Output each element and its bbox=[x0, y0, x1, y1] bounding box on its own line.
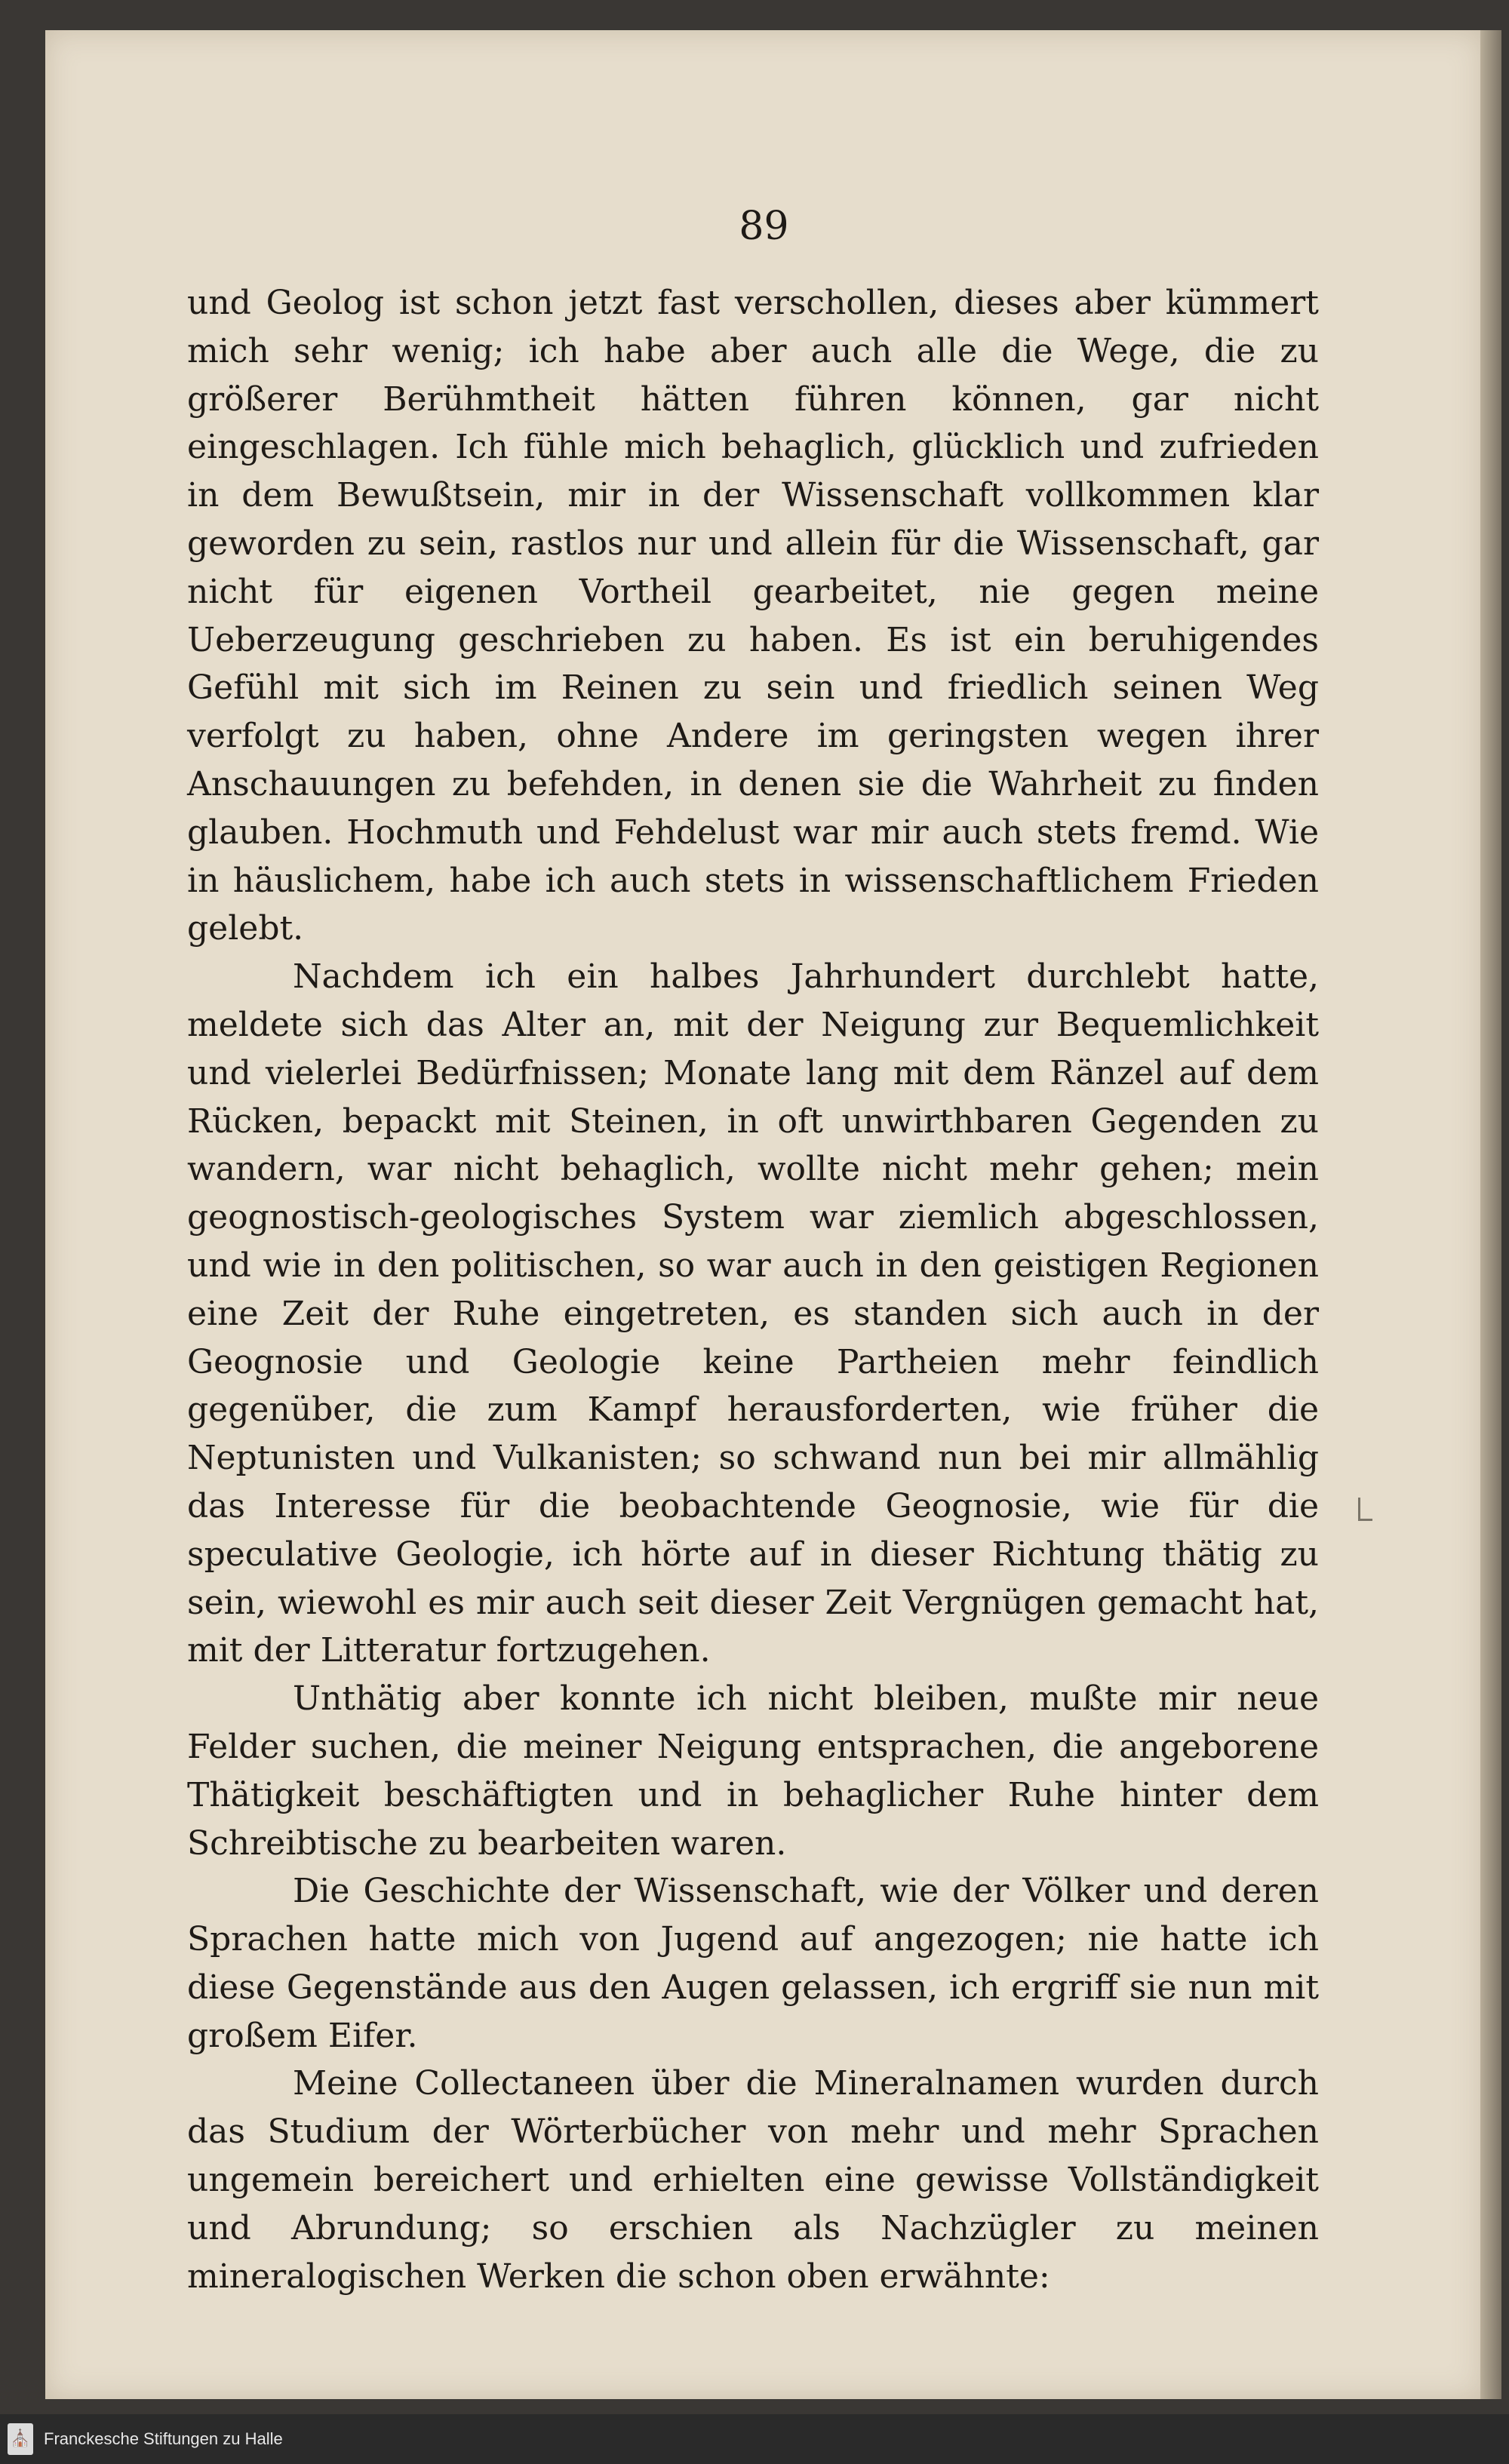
book-page bbox=[45, 30, 1483, 2399]
library-seal-icon: ⛪ bbox=[8, 2423, 33, 2455]
paragraph-3: Unthätig aber konnte ich nicht bleiben, mußte mir neue Felder suchen, die meiner Neigung entsprachen, die angeborene Thätigkeit beschäftigten und in behaglicher Ruhe hinter dem Schreibtische zu bearbeiten waren. bbox=[187, 1679, 1319, 1863]
paragraph-4: Die Geschichte der Wissenschaft, wie der Völker und deren Sprachen hatte mich von Jugend auf angezogen; nie hatte ich diese Gegenstände aus den Augen gelassen, ich ergriff sie nun mit großem Eifer. bbox=[187, 1872, 1319, 2055]
margin-pencil-mark bbox=[1358, 1498, 1372, 1521]
footer-credit: Franckesche Stiftungen zu Halle bbox=[44, 2429, 283, 2448]
page-edge bbox=[1480, 30, 1501, 2399]
paragraph-1: und Geolog ist schon jetzt fast verschollen, dieses aber kümmert mich sehr wenig; ich habe aber auch alle die Wege, die zu größerer Berühmtheit hätten führen können, gar nicht eingeschlagen. Ich fühle mich behaglich, glücklich und zufrieden in dem Bewußtsein, mir in der Wissenschaft vollkommen klar geworden zu sein, rastlos nur und allein für die Wissenschaft, gar nicht für eigenen Vortheil gearbeitet, nie gegen meine Ueberzeugung geschrieben zu haben. Es ist ein beruhigendes Gefühl mit sich im Reinen zu sein und friedlich seinen Weg verfolgt zu haben, ohne Andere im geringsten wegen ihrer Anschauungen zu befehden, in denen sie die Wahrheit zu finden glauben. Hochmuth und Fehdelust war mir auch stets fremd. Wie in häuslichem, habe ich auch stets in wissenschaftlichem Frieden gelebt. bbox=[187, 284, 1319, 948]
paragraph-5: Meine Collectaneen über die Mineralnamen wurden durch das Studium der Wörterbücher von mehr und mehr Sprachen ungemein bereichert und erhielten eine gewisse Vollständigkeit und Abrundung; so erschien als Nachzügler zu meinen mineralogischen Werken die schon oben erwähnte: bbox=[187, 2064, 1319, 2296]
footer-bar bbox=[0, 2414, 1509, 2464]
paragraph-2: Nachdem ich ein halbes Jahrhundert durchlebt hatte, meldete sich das Alter an, mit der Neigung zur Bequemlichkeit und vielerlei Bedürfnissen; Monate lang mit dem Ränzel auf dem Rücken, bepackt mit Steinen, in oft unwirthbaren Gegenden zu wandern, war nicht behaglich, wollte nicht mehr gehen; mein geognostisch-geologisches System war ziemlich abgeschlossen, und wie in den politischen, so war auch in den geistigen Regionen eine Zeit der Ruhe eingetreten, es standen sich auch in der Geognosie und Geologie keine Partheien mehr feindlich gegenüber, die zum Kampf herausforderten, wie früher die Neptunisten und Vulkanisten; so schwand nun bei mir allmählig das Interesse für die beobachtende Geognosie, wie für die speculative Geologie, ich hörte auf in dieser Richtung thätig zu sein, wiewohl es mir auch seit dieser Zeit Vergnügen gemacht hat, mit der Litteratur fortzugehen. bbox=[187, 957, 1319, 1670]
page-number: 89 bbox=[739, 204, 789, 249]
body-text bbox=[187, 279, 1319, 2300]
